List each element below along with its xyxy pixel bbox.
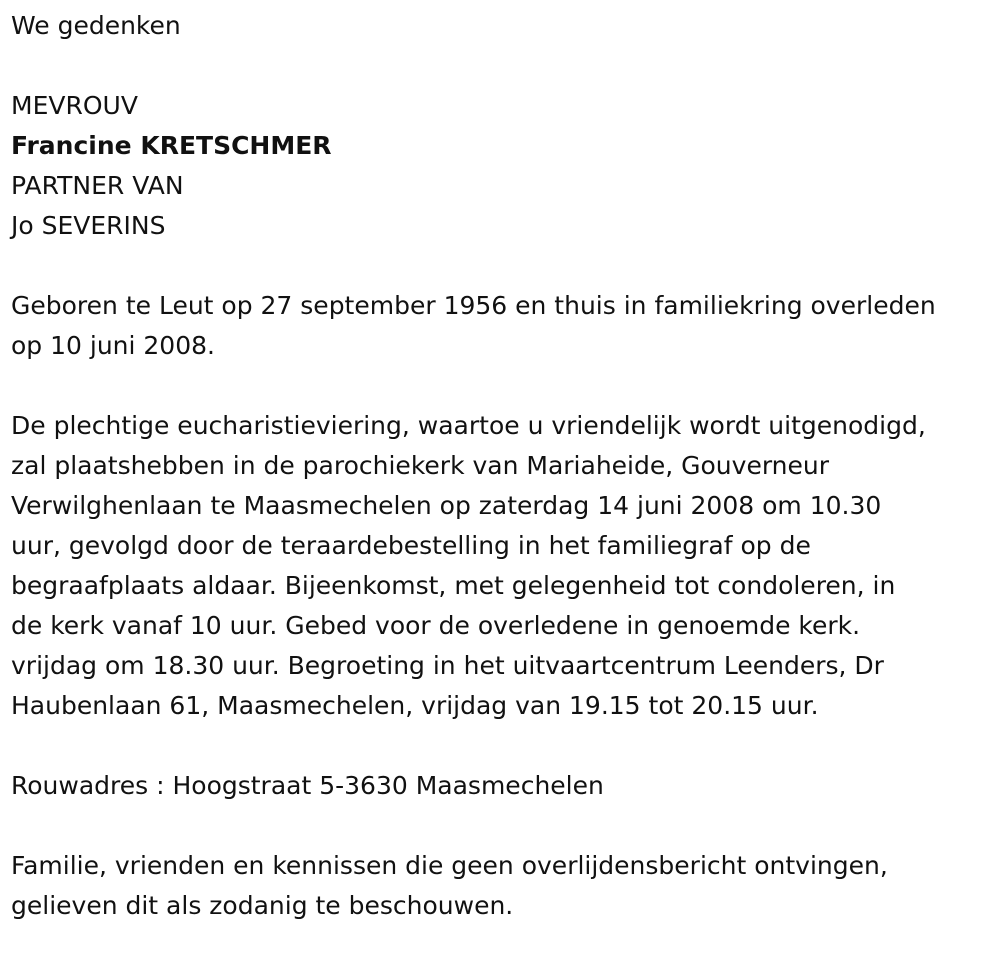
spacer [11,806,996,846]
paragraph-line: Haubenlaan 61, Maasmechelen, vrijdag van 19.15 tot 20.15 uur. [11,691,819,720]
spacer [11,246,996,286]
paragraph-line: Verwilghenlaan te Maasmechelen op zaterdag 14 juni 2008 om 10.30 [11,491,882,520]
mourning-address: Rouwadres : Hoogstraat 5-3630 Maasmechelen [11,771,604,800]
intro-text: We gedenken [11,11,181,40]
paragraph-line: de kerk vanaf 10 uur. Gebed voor de overledene in genoemde kerk. [11,611,861,640]
paragraph-line: gelieven dit als zodanig te beschouwen. [11,891,514,920]
deceased-name: Francine KRETSCHMER [11,131,332,160]
spacer [11,726,996,766]
birth-death-paragraph [11,286,996,366]
spacer [11,46,996,86]
partner-name: Jo SEVERINS [11,211,166,240]
paragraph-line: uur, gevolgd door de teraardebestelling in het familiegraf op de [11,531,811,560]
closing-paragraph [11,846,996,926]
relation-label: PARTNER VAN [11,171,184,200]
paragraph-line: Familie, vrienden en kennissen die geen overlijdensbericht ontvingen, [11,851,888,880]
obituary-notice [11,0,996,926]
paragraph-line: Geboren te Leut op 27 september 1956 en thuis in familiekring overleden [11,291,936,320]
paragraph-line: begraafplaats aldaar. Bijeenkomst, met gelegenheid tot condoleren, in [11,571,896,600]
paragraph-line: zal plaatshebben in de parochiekerk van Mariaheide, Gouverneur [11,451,830,480]
paragraph-line: op 10 juni 2008. [11,331,215,360]
paragraph-line: vrijdag om 18.30 uur. Begroeting in het uitvaartcentrum Leenders, Dr [11,651,884,680]
ceremony-paragraph [11,406,996,726]
paragraph-line: De plechtige eucharistieviering, waartoe u vriendelijk wordt uitgenodigd, [11,411,926,440]
honorific: MEVROUV [11,91,138,120]
spacer [11,366,996,406]
